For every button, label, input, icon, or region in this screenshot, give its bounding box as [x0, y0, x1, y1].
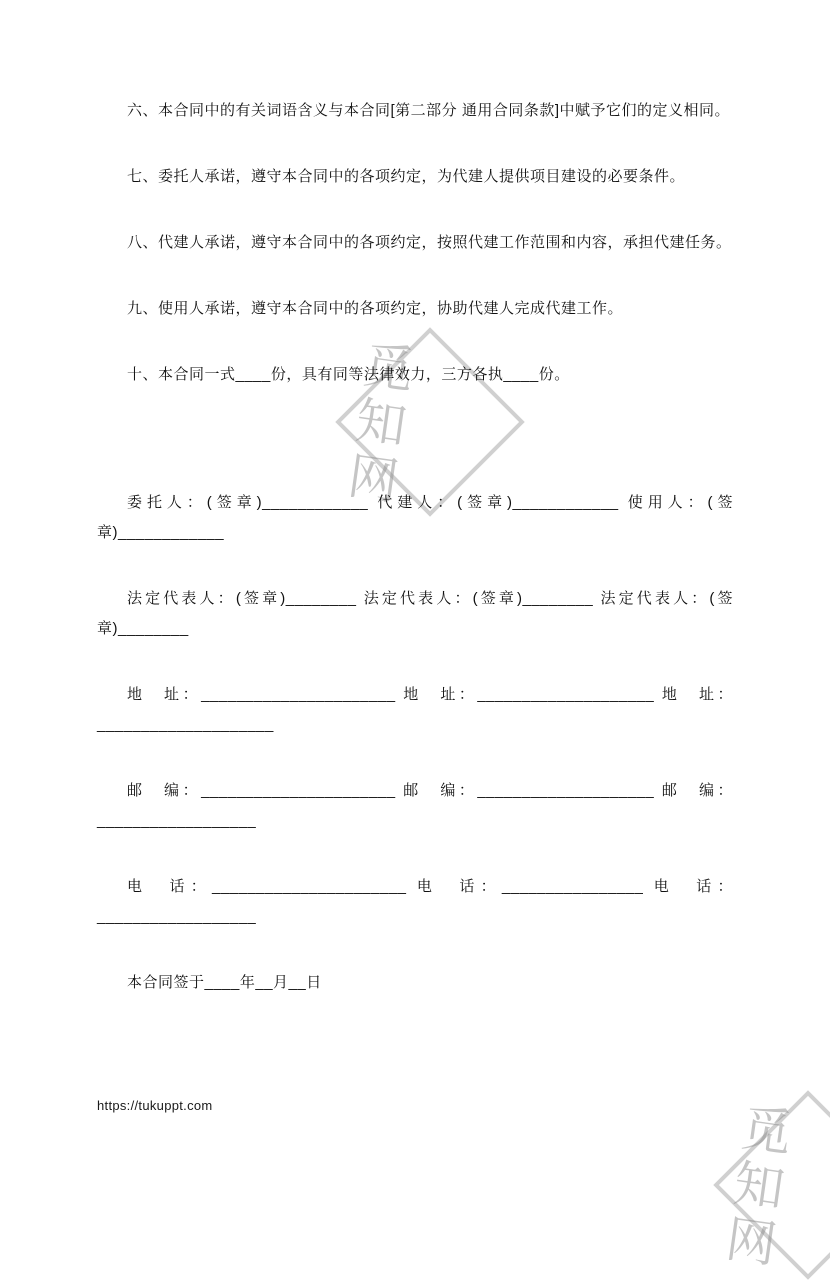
- watermark-diamond-icon: [713, 1090, 830, 1280]
- clause-8: 八、代建人承诺，遵守本合同中的各项约定，按照代建工作范围和内容，承担代建任务。: [127, 234, 732, 251]
- watermark-text: 觅知网: [337, 336, 417, 512]
- contract-body: [97, 96, 733, 1034]
- signature-line: 委托人：(签章)____________ 代建人：(签章)____________ 使用人：(签章)____________: [97, 494, 733, 541]
- watermark-corner: [708, 1085, 830, 1285]
- clause-9: 九、使用人承诺，遵守本合同中的各项约定，协助代建人完成代建工作。: [127, 300, 624, 317]
- phone-line: 电 话：______________________ 电 话：________________ 电 话：__________________: [97, 878, 733, 925]
- clause-7: 七、委托人承诺，遵守本合同中的各项约定，为代建人提供项目建设的必要条件。: [127, 168, 686, 185]
- legal-representative-line: 法定代表人：(签章)________ 法定代表人：(签章)________ 法定代表人：(签章)________: [97, 590, 733, 637]
- signing-date-line: 本合同签于____年__月__日: [127, 974, 322, 991]
- footer-link[interactable]: https://tukuppt.com: [97, 1098, 213, 1113]
- watermark-text: 觅知网: [715, 1099, 795, 1275]
- clause-6: 六、本合同中的有关词语含义与本合同[第二部分 通用合同条款]中赋予它们的定义相同。: [127, 102, 731, 119]
- address-line: 地 址：______________________ 地 址：____________________ 地 址：____________________: [97, 686, 733, 733]
- postcode-line: 邮 编：______________________ 邮 编：____________________ 邮 编：__________________: [97, 782, 733, 829]
- clause-10: 十、本合同一式____份，具有同等法律效力，三方各执____份。: [127, 366, 570, 383]
